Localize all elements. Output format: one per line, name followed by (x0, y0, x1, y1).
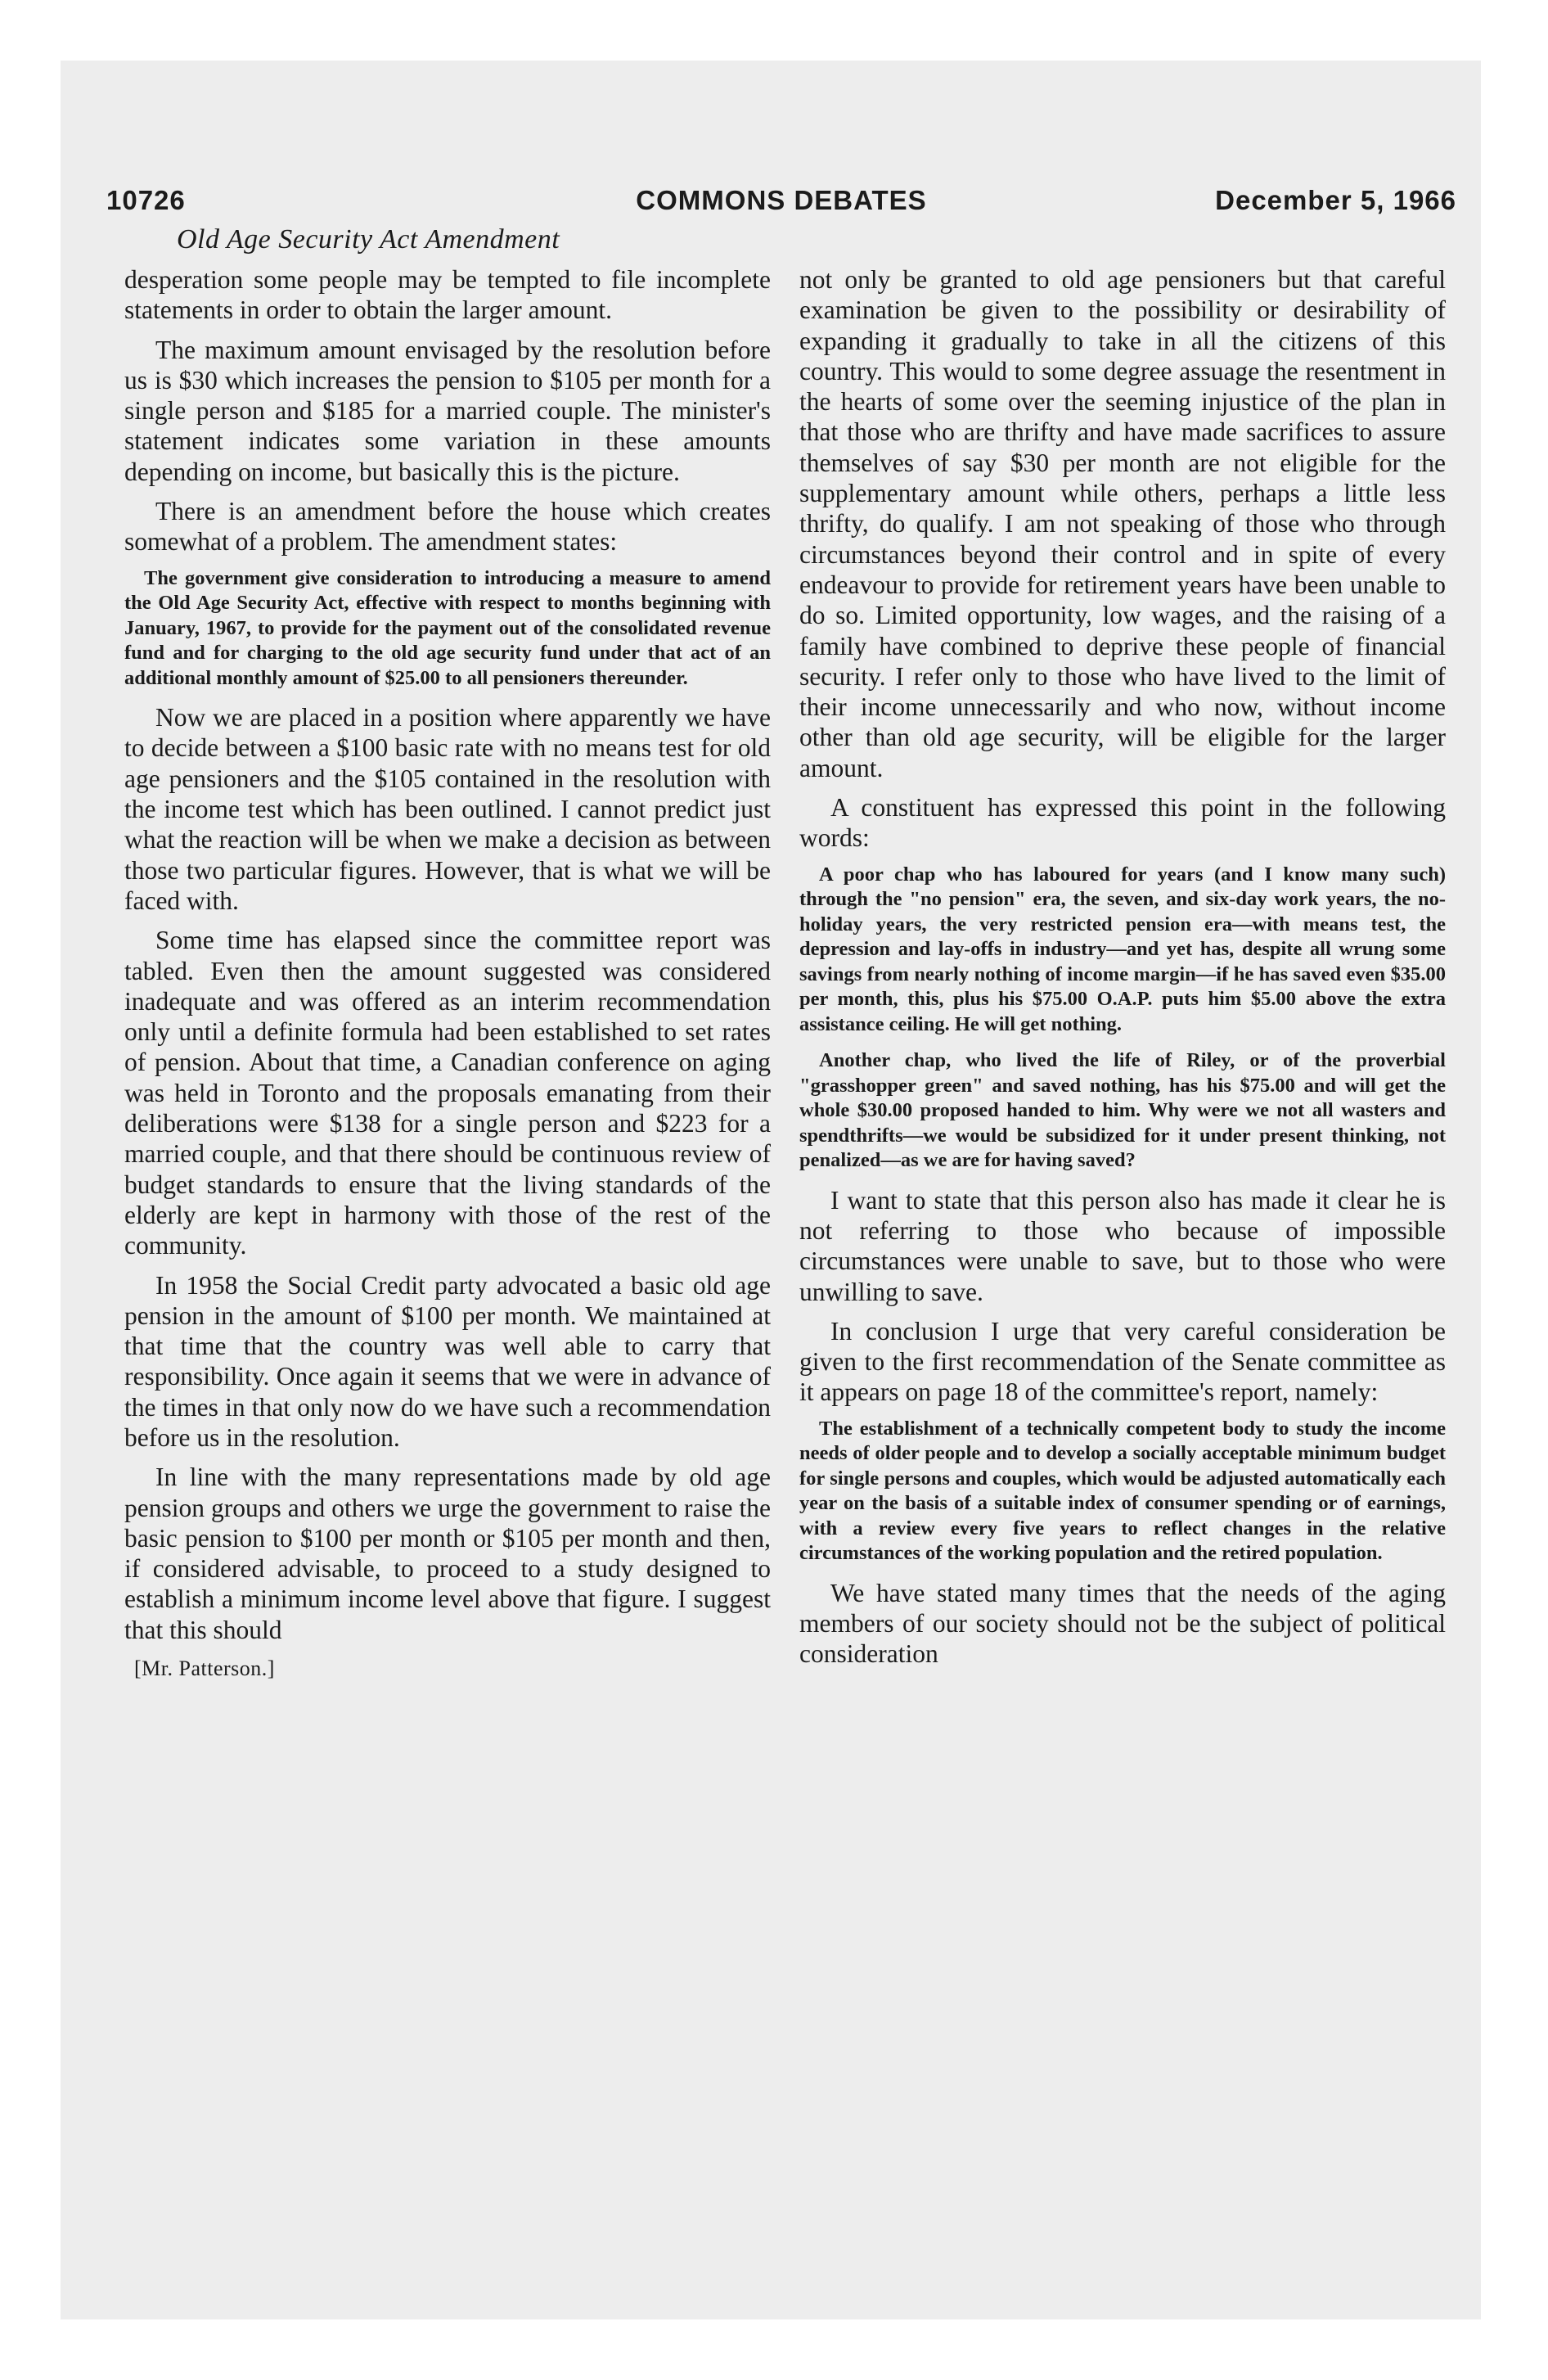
paragraph: I want to state that this person also has made it clear he is not referring to those who because of impossible circumstances were unable to save, but to those who were unwilling to save. (799, 1185, 1446, 1306)
left-column (124, 264, 771, 1681)
paragraph: A constituent has expressed this point in the following words: (799, 793, 1446, 853)
paragraph: There is an amendment before the house which creates somewhat of a problem. The amendment states: (124, 497, 771, 557)
right-column (799, 264, 1446, 1679)
block-quote: Another chap, who lived the life of Riley, or of the proverbial "grasshopper green" and saved nothing, has his $75.00 and will get the whole $30.00 proposed handed to him. Why were we not all wasters and spendthrifts—we would be subsidized for it under present thinking, not penalized—as we are for having saved? (799, 1049, 1446, 1172)
block-quote: A poor chap who has laboured for years (and I know many such) through the "no pension" era, the seven, and six-day work years, the no-holiday years, the very restricted pension era—with means test, the depression and lay-offs in industry—and yet has, despite all wrung some savings from nearly nothing of income margin—if he has saved even $35.00 per month, this, plus his $75.00 O.A.P. puts him $5.00 above the extra assistance ceiling. He will get nothing. (799, 863, 1446, 1035)
paragraph: In line with the many representations made by old age pension groups and others we urge the government to raise the basic pension to $100 per month or $105 per month and then, if considered advisable, to proceed to a study designed to establish a minimum income level above that figure. I suggest that this should (124, 1463, 771, 1644)
section-subheading: Old Age Security Act Amendment (177, 224, 560, 255)
paragraph: In 1958 the Social Credit party advocated a basic old age pension in the amount of $100 per month. We maintained at that time that the country was well able to carry that responsibility. Once again it seems that we were in advance of the times in that only now do we have such a recommendation before us in the resolution. (124, 1270, 771, 1452)
debate-date: December 5, 1966 (1215, 185, 1456, 215)
paragraph: Now we are placed in a position where apparently we have to decide between a $100 basic rate with no means test for old age pensioners and the $105 contained in the resolution with the income test which has been outlined. I cannot predict just what the reaction will be when we make a decision as between those two particular figures. However, that is what we will be faced with. (124, 703, 771, 915)
paragraph: desperation some people may be tempted to file incomplete statements in order to obtain the larger amount. (124, 265, 771, 325)
paragraph: not only be granted to old age pensioners but that careful examination be given to the possibility or desirability of expanding it gradually to take in all the citizens of this country. This would to some degree assuage the resentment in the hearts of some over the seeming injustice of the plan in that those who are thrifty and have made sacrifices to assure themselves of say $30 per month are not eligible for the supplementary amount while others, perhaps a little less thrifty, do qualify. I am not speaking of those who through circumstances beyond their control and in spite of every endeavour to provide for retirement years have been unable to do so. Limited opportunity, low wages, and the raising of a family have combined to deprive these people of financial security. I refer only to those who have lived to the limit of their income unnecessarily and who now, without income other than old age security, will be eligible for the larger amount. (799, 265, 1446, 782)
journal-title: COMMONS DEBATES (636, 185, 927, 215)
paragraph: We have stated many times that the needs of the aging members of our society should not be the subject of political consideration (799, 1578, 1446, 1669)
block-quote: The establishment of a technically competent body to study the income needs of older people and to develop a socially acceptable minimum budget for single persons and couples, which would be adjusted automatically each year on the basis of a suitable index of consumer spending or of earnings, with a review every five years to reflect changes in the relative circumstances of the working population and the retired population. (799, 1417, 1446, 1565)
block-quote: The government give consideration to introducing a measure to amend the Old Age Security Act, effective with respect to months beginning with January, 1967, to provide for the payment out of the consolidated revenue fund and for charging to the old age security fund under that act of an additional monthly amount of $25.00 to all pensioners thereunder. (124, 566, 771, 689)
paragraph: The maximum amount envisaged by the resolution before us is $30 which increases the pension to $105 per month for a single person and $185 for a married couple. The minister's statement indicates some variation in these amounts depending on income, but basically this is the picture. (124, 335, 771, 486)
speaker-byline: [Mr. Patterson.] (134, 1657, 275, 1681)
page-header (106, 185, 1456, 224)
paragraph: In conclusion I urge that very careful consideration be given to the first recommendation of the Senate committee as it appears on page 18 of the committee's report, namely: (799, 1316, 1446, 1407)
page-number: 10726 (106, 185, 186, 215)
paragraph: Some time has elapsed since the committee report was tabled. Even then the amount suggested was considered inadequate and was offered as an interim recommendation only until a definite formula had been established to set rates of pension. About that time, a Canadian conference on aging was held in Toronto and the proposals emanating from their deliberations were $138 for a single person and $223 for a married couple, and that there should be continuous review of budget standards to ensure that the living standards of the elderly are kept in harmony with those of the rest of the community. (124, 926, 771, 1260)
